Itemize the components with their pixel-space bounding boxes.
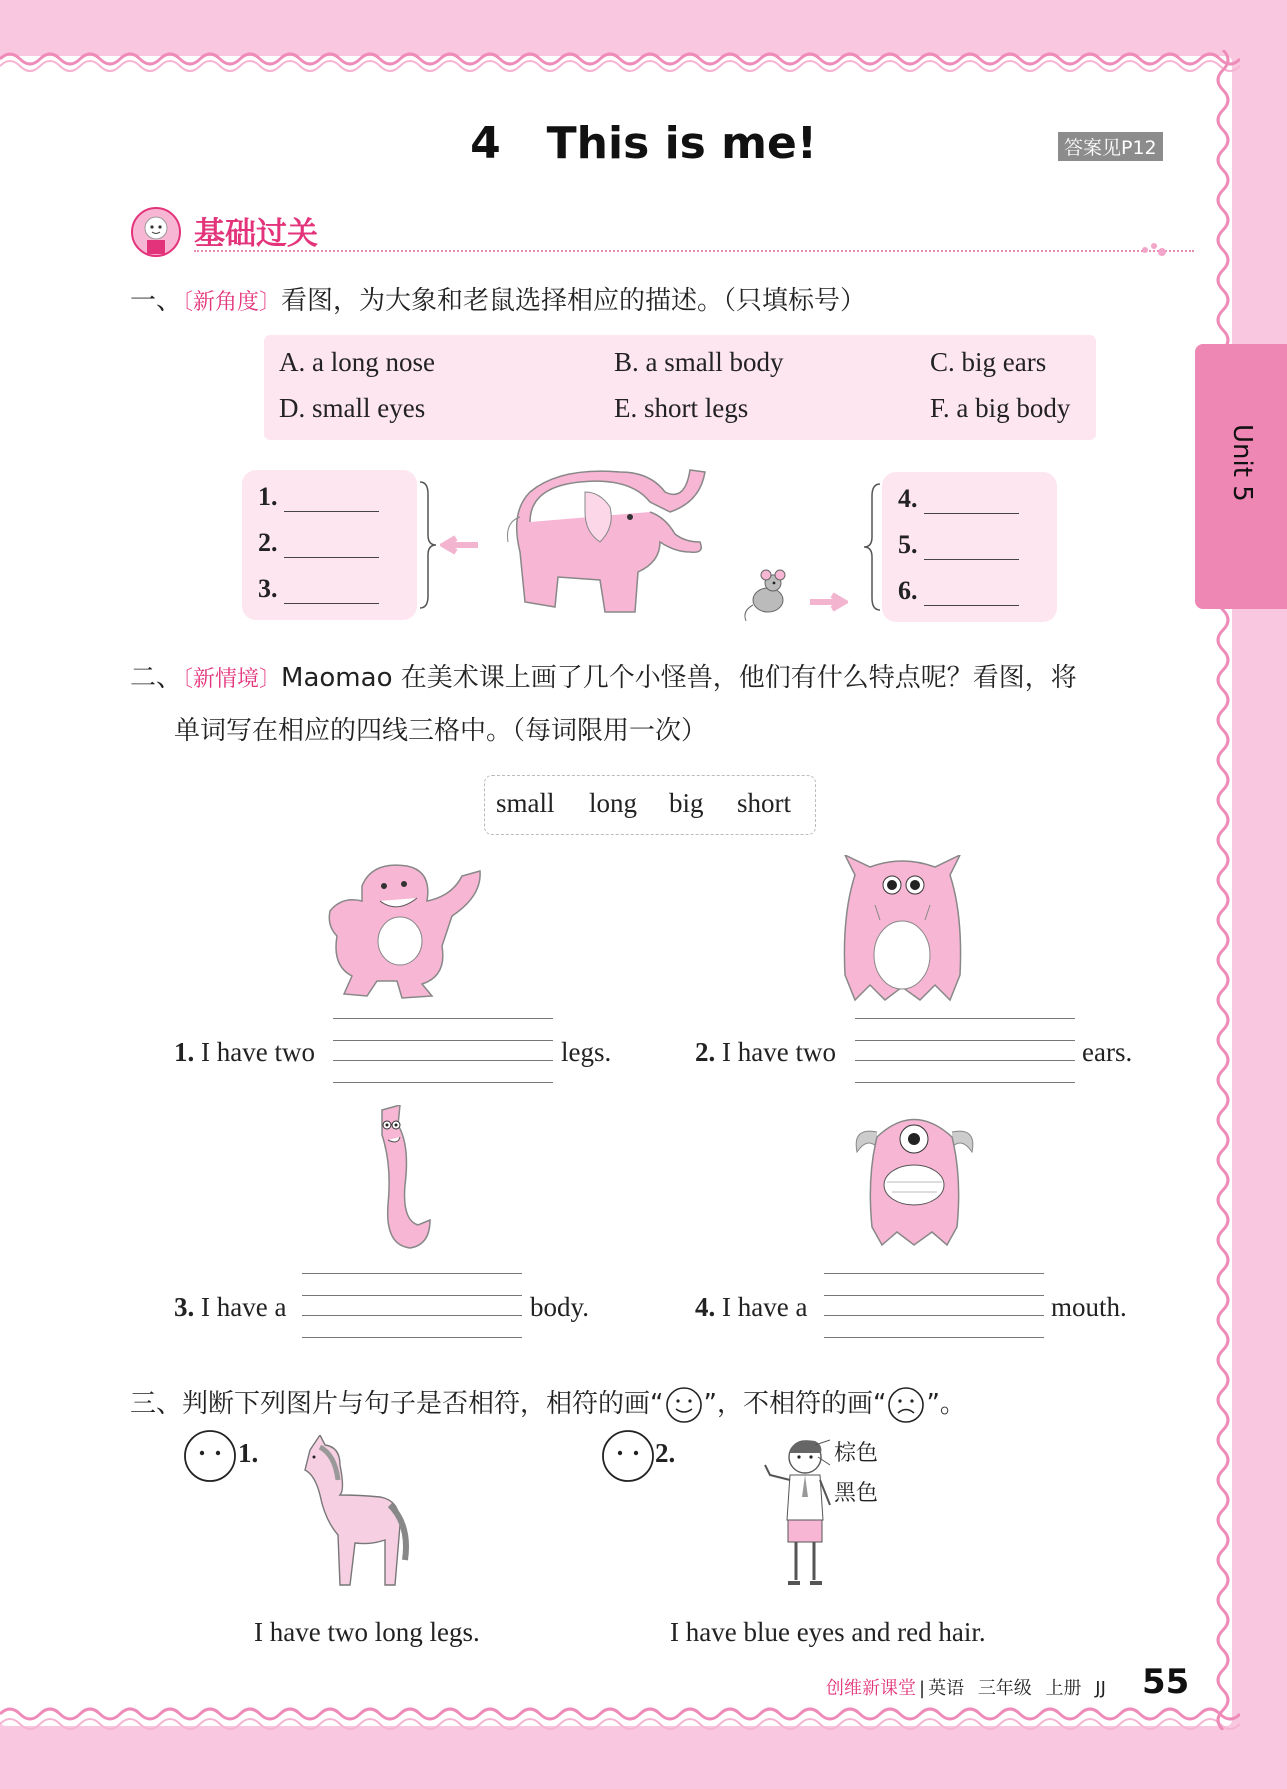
q1-tag: 〔新角度〕 (182, 290, 282, 315)
answer-row-2[interactable] (258, 528, 379, 558)
answer-row-4[interactable] (898, 484, 1019, 514)
hair-color-label: 棕色 (834, 1441, 879, 1466)
option-c: C. big ears (930, 347, 1047, 377)
four-line-grid-2[interactable] (855, 1018, 1075, 1080)
dots-decoration (1140, 242, 1170, 262)
q3-item-2-answer-circle[interactable] (600, 1428, 656, 1484)
elephant-picture (500, 462, 710, 622)
q1-instruction: 看图，为大象和老鼠选择相应的描述。（只填标号） (281, 286, 867, 316)
q2-sentence-1 (174, 1037, 315, 1068)
q3-item-2-sentence: I have blue eyes and red hair. (670, 1617, 986, 1647)
option-e: E. short legs (614, 393, 749, 423)
q2-item-1-before: I have two (201, 1037, 315, 1067)
q2-item-3-before: I have a (201, 1292, 287, 1322)
blank-2[interactable] (284, 531, 379, 558)
four-line-grid-1[interactable] (333, 1018, 553, 1080)
q1-options-box (264, 335, 1096, 440)
top-wave-border (0, 44, 1240, 74)
q3-item-1-number: 1. (238, 1438, 259, 1468)
q2-item-3-after: body. (530, 1292, 589, 1322)
word-bank (484, 775, 816, 835)
bottom-wave-border (0, 1700, 1240, 1740)
unit-tab-label: Unit 5 (1227, 424, 1257, 502)
word-long[interactable]: long (589, 788, 638, 818)
blank-number-2: 2. (258, 528, 278, 557)
q2-instruction-line1: Maomao 在美术课上画了几个小怪兽，他们有什么特点呢？看图，将 (281, 663, 1077, 693)
word-small[interactable]: small (496, 788, 555, 818)
blank-number-3: 3. (258, 574, 278, 603)
blank-number-6: 6. (898, 576, 918, 605)
q2-item-1-number: 1. (174, 1037, 195, 1067)
q3-number: 三、 (130, 1389, 183, 1419)
q2-number: 二、 (130, 663, 183, 693)
word-big[interactable]: big (669, 788, 704, 818)
horse-picture (300, 1435, 410, 1595)
option-a: A. a long nose (279, 347, 435, 377)
right-arrow-icon (808, 592, 848, 612)
right-wave-border (1205, 50, 1245, 1730)
monster-3-picture (370, 1105, 440, 1250)
left-brace-icon (862, 482, 882, 612)
mouse-picture (738, 565, 798, 623)
unit-tab[interactable] (1195, 344, 1287, 609)
footer-info (826, 1674, 1106, 1700)
q2-item-2-number: 2. (695, 1037, 716, 1067)
monster-1-picture (322, 856, 492, 1001)
blank-6[interactable] (924, 579, 1019, 606)
smiley-face-icon (664, 1385, 704, 1425)
option-d: D. small eyes (279, 393, 426, 423)
q2-item-2-after: ears. (1082, 1037, 1133, 1067)
q2-instruction-line2: 单词写在相应的四线三格中。（每词限用一次） (174, 716, 708, 746)
q2-item-2-before: I have two (722, 1037, 836, 1067)
q2-item-1-after: legs. (561, 1037, 612, 1067)
q2-item-3-number: 3. (174, 1292, 195, 1322)
blank-number-5: 5. (898, 530, 918, 559)
q2-sentence-3 (174, 1292, 286, 1323)
section-header (130, 206, 1170, 256)
left-arrow-icon (440, 535, 480, 555)
monster-2-picture (835, 855, 970, 1005)
four-line-grid-4[interactable] (824, 1273, 1044, 1335)
mascot-icon (130, 206, 182, 258)
answer-row-3[interactable] (258, 574, 379, 604)
footer-grade: 三年级 (977, 1678, 1032, 1699)
four-line-grid-3[interactable] (302, 1273, 522, 1335)
section-title: 基础过关 (194, 216, 318, 252)
footer-edition: JJ (1095, 1678, 1106, 1699)
blank-4[interactable] (924, 487, 1019, 514)
q3-item-1-sentence: I have two long legs. (254, 1617, 480, 1647)
q3-heading (130, 1383, 966, 1425)
q1-number: 一、 (130, 286, 183, 316)
answer-row-5[interactable] (898, 530, 1019, 560)
answer-reference-badge: 答案见P12 (1058, 132, 1163, 161)
eye-color-label: 黑色 (834, 1481, 879, 1506)
option-b: B. a small body (614, 347, 784, 377)
blank-5[interactable] (924, 533, 1019, 560)
blank-number-4: 4. (898, 484, 918, 513)
word-short[interactable]: short (737, 788, 791, 818)
q1-heading (130, 280, 866, 317)
lesson-title: 4 This is me! (470, 118, 817, 169)
q2-sentence-2 (695, 1037, 836, 1068)
blank-3[interactable] (284, 577, 379, 604)
footer-subject: 英语 (928, 1678, 965, 1699)
footer-brand: 创维新课堂 (826, 1678, 916, 1699)
footer-separator: | (919, 1678, 926, 1699)
answer-row-6[interactable] (898, 576, 1019, 606)
section-divider (194, 250, 1194, 252)
option-f: F. a big body (930, 393, 1071, 423)
monster-4-picture (852, 1107, 977, 1247)
blank-1[interactable] (284, 485, 379, 512)
q2-sentence-4 (695, 1292, 807, 1323)
q3-instruction-a: 判断下列图片与句子是否相符，相符的画“ (182, 1389, 664, 1419)
page-number: 55 (1142, 1662, 1190, 1702)
q3-item-1-answer-circle[interactable] (182, 1428, 238, 1484)
q2-heading (130, 657, 1077, 694)
right-brace-icon (418, 480, 438, 610)
blank-number-1: 1. (258, 482, 278, 511)
q3-instruction-b: ”，不相符的画“ (703, 1389, 887, 1419)
q2-tag: 〔新情境〕 (182, 667, 282, 692)
q3-instruction-c: ”。 (926, 1389, 966, 1419)
q2-item-4-after: mouth. (1051, 1292, 1127, 1322)
q2-item-4-number: 4. (695, 1292, 716, 1322)
answer-row-1[interactable] (258, 482, 379, 512)
footer-term: 上册 (1045, 1678, 1082, 1699)
q2-item-4-before: I have a (722, 1292, 808, 1322)
sad-face-icon (886, 1385, 926, 1425)
q3-item-2-number: 2. (655, 1438, 676, 1468)
